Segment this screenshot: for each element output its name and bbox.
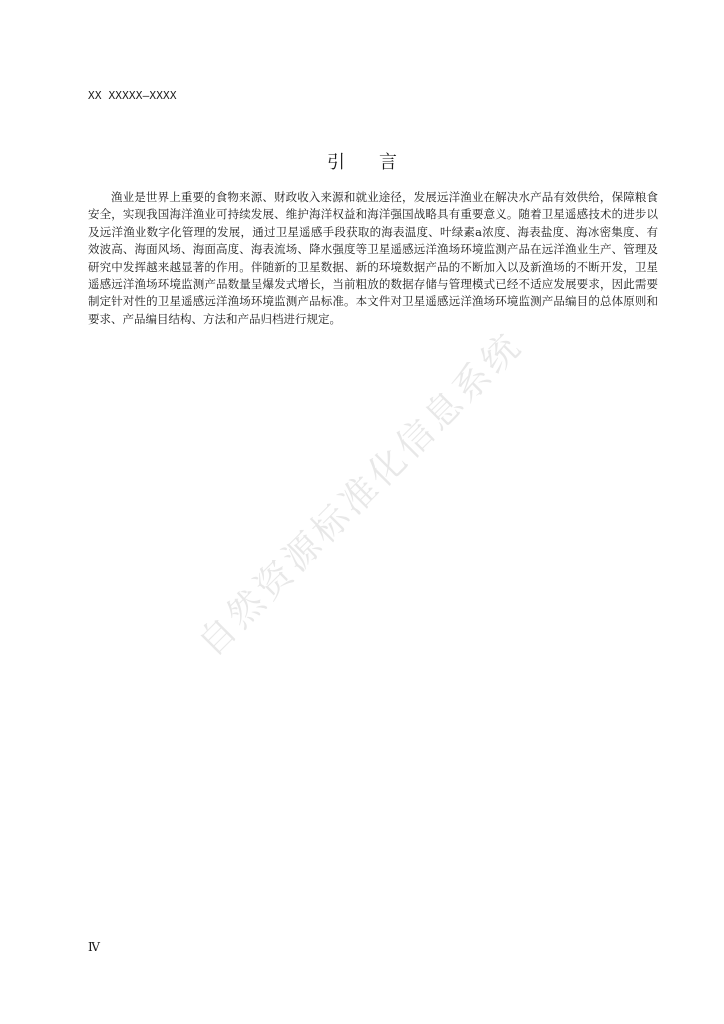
document-code: XX XXXXX—XXXX: [88, 89, 177, 102]
section-title-part1: 引: [327, 152, 345, 173]
section-title-part2: 言: [379, 152, 397, 173]
page-number: Ⅳ: [88, 940, 100, 954]
watermark: 自然资源标准化信息系统: [190, 324, 531, 665]
section-title: [0, 148, 724, 174]
introduction-paragraph: 渔业是世界上重要的食物来源、财政收入来源和就业途径，发展远洋渔业在解决水产品有效供给，保障粮食安全，实现我国海洋渔业可持续发展、维护海洋权益和海洋强国战略具有重要意义。随着卫星遥感技术的进步以及远洋渔业数字化管理的发展，通过卫星遥感手段获取的海表温度、叶绿素a浓度、海表盐度、海冰密集度、有效波高、海面风场、海面高度、海表流场、降水强度等卫星遥感远洋渔场环境监测产品在远洋渔业生产、管理及研究中发挥越来越显著的作用。伴随新的卫星数据、新的环境数据产品的不断加入以及新渔场的不断开发，卫星遥感远洋渔场环境监测产品数量呈爆发式增长，当前粗放的数据存储与管理模式已经不适应发展要求，因此需要制定针对性的卫星遥感远洋渔场环境监测产品标准。本文件对卫星遥感远洋渔场环境监测产品编目的总体原则和要求、产品编目结构、方法和产品归档进行规定。: [88, 190, 658, 326]
